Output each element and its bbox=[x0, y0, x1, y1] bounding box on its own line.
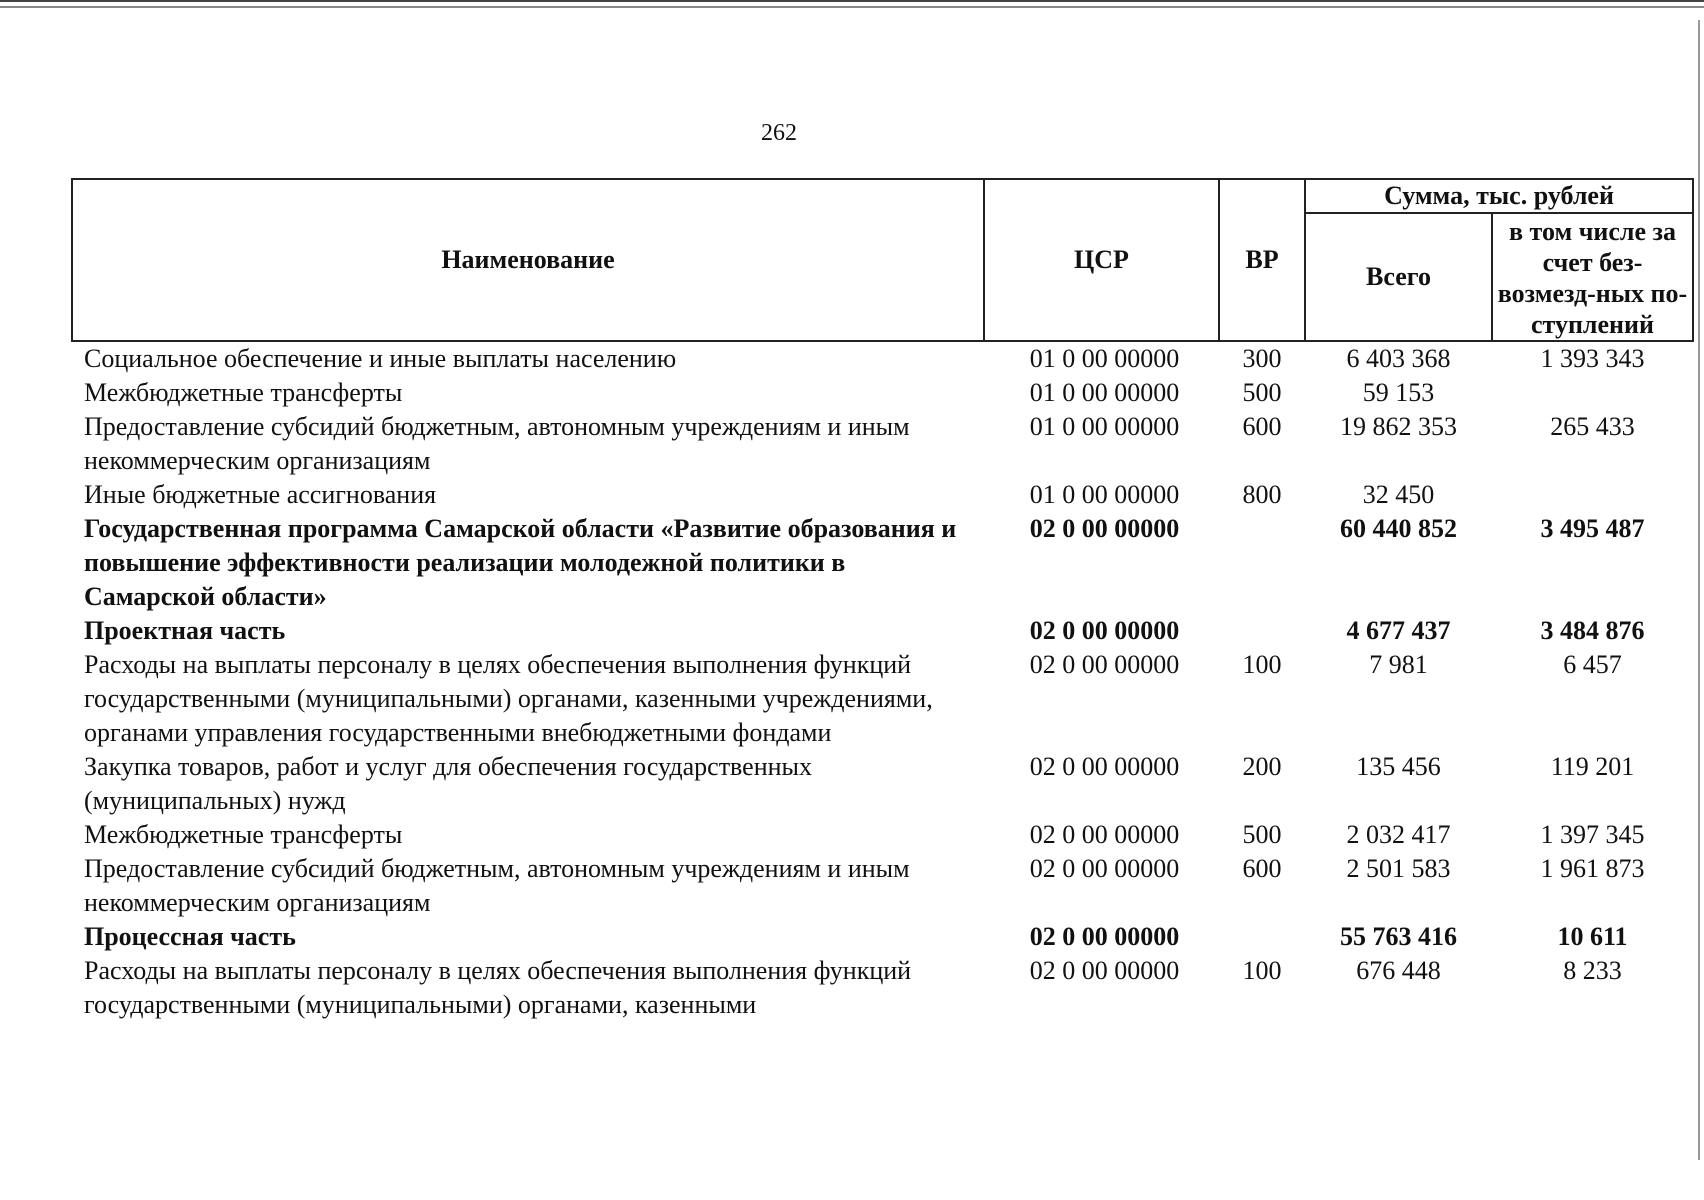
row-free: 265 433 bbox=[1550, 412, 1635, 441]
table-row bbox=[72, 376, 1693, 410]
table-body bbox=[72, 341, 1693, 1022]
row-name: Государственная программа Самарской области «Развитие образования и повышение эффективности реализации молодежной политики в Самарской области» bbox=[84, 514, 957, 611]
row-csr: 02 0 00 00000 bbox=[1029, 650, 1180, 679]
row-csr: 01 0 00 00000 bbox=[1029, 480, 1180, 509]
row-total: 4 677 437 bbox=[1346, 616, 1451, 645]
row-csr: 02 0 00 00000 bbox=[1029, 514, 1180, 543]
header-sum: Сумма, тыс. рублей bbox=[1305, 179, 1693, 213]
page-number-text: 262 bbox=[761, 120, 797, 146]
table-row bbox=[72, 512, 1693, 614]
row-total: 59 153 bbox=[1362, 378, 1435, 407]
row-name: Предоставление субсидий бюджетным, автономным учреждениям и иным некоммерческим организациям bbox=[84, 412, 910, 475]
row-free bbox=[1492, 478, 1693, 512]
table-row bbox=[72, 478, 1693, 512]
row-name: Иные бюджетные ассигнования bbox=[84, 480, 437, 509]
row-csr: 02 0 00 00000 bbox=[1029, 616, 1180, 645]
row-csr: 01 0 00 00000 bbox=[1029, 378, 1180, 407]
row-total: 7 981 bbox=[1369, 650, 1428, 679]
row-free: 1 397 345 bbox=[1540, 820, 1645, 849]
row-total: 6 403 368 bbox=[1346, 344, 1451, 373]
row-free: 8 233 bbox=[1563, 956, 1622, 985]
table-row bbox=[72, 410, 1693, 478]
row-free: 3 484 876 bbox=[1540, 616, 1645, 645]
row-csr: 02 0 00 00000 bbox=[1029, 752, 1180, 781]
row-free: 10 611 bbox=[1557, 922, 1628, 951]
row-total: 676 448 bbox=[1356, 956, 1441, 985]
row-vr bbox=[1219, 614, 1305, 648]
row-vr: 100 bbox=[1242, 956, 1282, 985]
table-row bbox=[72, 341, 1693, 376]
row-vr: 500 bbox=[1242, 820, 1282, 849]
row-vr bbox=[1219, 920, 1305, 954]
row-total: 2 032 417 bbox=[1346, 820, 1451, 849]
table-row bbox=[72, 750, 1693, 818]
row-name: Предоставление субсидий бюджетным, автономным учреждениям и иным некоммерческим организациям bbox=[84, 854, 910, 917]
row-free: 1 961 873 bbox=[1540, 854, 1645, 883]
row-vr: 800 bbox=[1242, 480, 1282, 509]
row-name: Межбюджетные трансферты bbox=[84, 820, 403, 849]
row-total: 32 450 bbox=[1362, 480, 1435, 509]
header-name: Наименование bbox=[72, 179, 984, 341]
header-total: Всего bbox=[1305, 213, 1492, 341]
header-csr: ЦСР bbox=[984, 179, 1219, 341]
header-free: в том числе за счет без-возмезд-ных по-ступлений bbox=[1492, 213, 1693, 341]
scan-edge-right bbox=[1698, 20, 1700, 1160]
table-row bbox=[72, 614, 1693, 648]
scan-edge-top-shadow bbox=[0, 6, 1704, 8]
row-free: 1 393 343 bbox=[1540, 344, 1645, 373]
row-free: 3 495 487 bbox=[1540, 514, 1645, 543]
row-csr: 02 0 00 00000 bbox=[1029, 854, 1180, 883]
row-name: Социальное обеспечение и иные выплаты населению bbox=[84, 344, 677, 373]
row-vr: 300 bbox=[1242, 344, 1282, 373]
row-name: Проектная часть bbox=[84, 616, 286, 645]
table-row bbox=[72, 818, 1693, 852]
row-vr: 600 bbox=[1242, 412, 1282, 441]
row-total: 2 501 583 bbox=[1346, 854, 1451, 883]
row-csr: 01 0 00 00000 bbox=[1029, 412, 1180, 441]
row-total: 19 862 353 bbox=[1340, 412, 1457, 441]
row-vr: 500 bbox=[1242, 378, 1282, 407]
row-vr bbox=[1219, 512, 1305, 614]
row-free bbox=[1492, 376, 1693, 410]
row-name: Расходы на выплаты персоналу в целях обеспечения выполнения функций государственными (муниципальными) органами, казенными bbox=[84, 956, 912, 1019]
row-vr: 600 bbox=[1242, 854, 1282, 883]
row-total: 60 440 852 bbox=[1340, 514, 1457, 543]
scan-edge-top bbox=[0, 0, 1704, 2]
row-csr: 02 0 00 00000 bbox=[1029, 922, 1180, 951]
table-header bbox=[72, 179, 1693, 341]
row-free: 6 457 bbox=[1563, 650, 1622, 679]
row-name: Расходы на выплаты персоналу в целях обеспечения выполнения функций государственными (муниципальными) органами, казенными учреждениями, органами управления государственными внебюджетными фондами bbox=[84, 650, 933, 747]
table-row bbox=[72, 920, 1693, 954]
table-row bbox=[72, 852, 1693, 920]
row-csr: 02 0 00 00000 bbox=[1029, 820, 1180, 849]
row-free: 119 201 bbox=[1550, 752, 1635, 781]
table-row bbox=[72, 954, 1693, 1022]
header-vr: ВР bbox=[1219, 179, 1305, 341]
budget-table bbox=[71, 178, 1694, 1022]
page-number bbox=[0, 120, 1704, 147]
row-name: Закупка товаров, работ и услуг для обеспечения государственных (муниципальных) нужд bbox=[84, 752, 813, 815]
row-total: 55 763 416 bbox=[1340, 922, 1457, 951]
row-name: Процессная часть bbox=[84, 922, 296, 951]
row-name: Межбюджетные трансферты bbox=[84, 378, 403, 407]
row-vr: 200 bbox=[1242, 752, 1282, 781]
row-vr: 100 bbox=[1242, 650, 1282, 679]
table-row bbox=[72, 648, 1693, 750]
row-csr: 01 0 00 00000 bbox=[1029, 344, 1180, 373]
row-csr: 02 0 00 00000 bbox=[1029, 956, 1180, 985]
row-total: 135 456 bbox=[1356, 752, 1441, 781]
